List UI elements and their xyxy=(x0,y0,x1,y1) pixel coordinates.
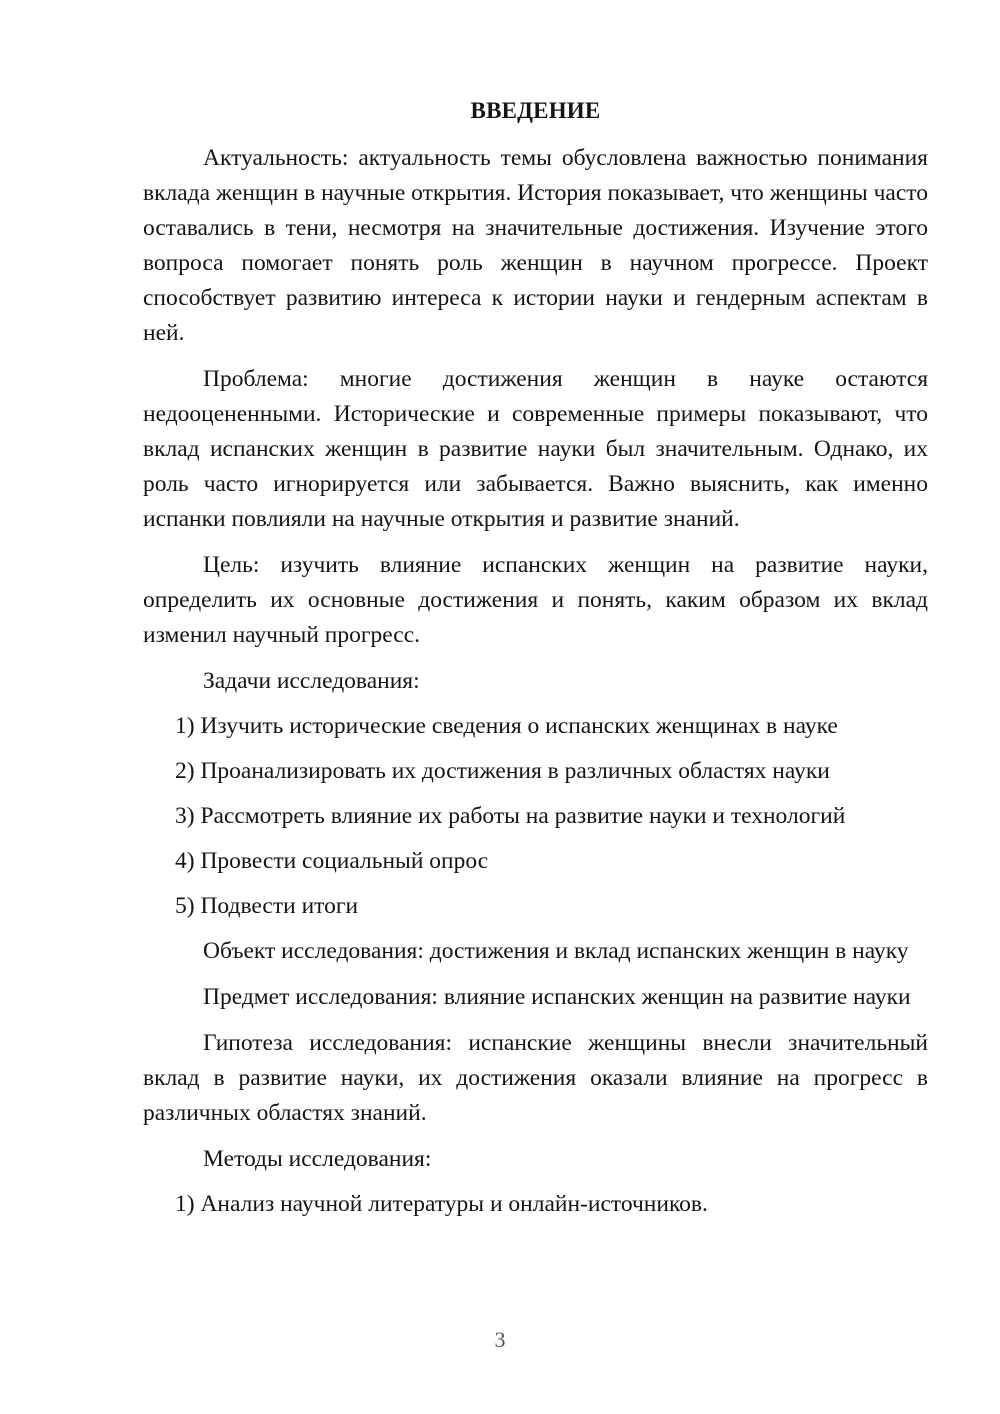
task-item: 5) Подвести итоги xyxy=(175,893,359,919)
methods-label: Методы исследования: xyxy=(203,1146,432,1172)
page-number: 3 xyxy=(494,1327,506,1352)
object-paragraph: Объект исследования: достижения и вклад испанских женщин в науку xyxy=(203,938,909,964)
subject-paragraph: Предмет исследования: влияние испанских женщин на развитие науки xyxy=(203,984,911,1010)
page-content xyxy=(143,93,928,1232)
task-item: 3) Рассмотреть влияние их работы на развитие науки и технологий xyxy=(175,803,846,829)
task-item: 2) Проанализировать их достижения в различных областях науки xyxy=(175,758,830,784)
task-item: 4) Провести социальный опрос xyxy=(175,848,489,874)
problem-paragraph: Проблема: многие достижения женщин в науке остаются недооцененными. Исторические и современные примеры показывают, что вклад испанских женщин в развитие науки был значительным. Однако, их роль часто игнорируется или забывается. Важно выяснить, как именно испанки повлияли на научные открытия и развитие знаний. xyxy=(143,366,928,532)
relevance-paragraph: Актуальность: актуальность темы обусловлена важностью понимания вклада женщин в научные открытия. История показывает, что женщины часто оставались в тени, несмотря на значительные достижения. Изучение этого вопроса помогает понять роль женщин в научном прогрессе. Проект способствует развитию интереса к истории науки и гендерным аспектам в ней. xyxy=(143,145,928,346)
hypothesis-paragraph: Гипотеза исследования: испанские женщины внесли значительный вклад в развитие науки, их достижения оказали влияние на прогресс в различных областях знаний. xyxy=(143,1030,928,1126)
goal-paragraph: Цель: изучить влияние испанских женщин на развитие науки, определить их основные достижения и понять, каким образом их вклад изменил научный прогресс. xyxy=(143,552,928,648)
task-item: 1) Изучить исторические сведения о испанских женщинах в науке xyxy=(175,713,838,739)
tasks-label: Задачи исследования: xyxy=(203,668,420,694)
method-item: 1) Анализ научной литературы и онлайн-источников. xyxy=(175,1191,708,1217)
section-heading: ВВЕДЕНИЕ xyxy=(470,98,601,123)
